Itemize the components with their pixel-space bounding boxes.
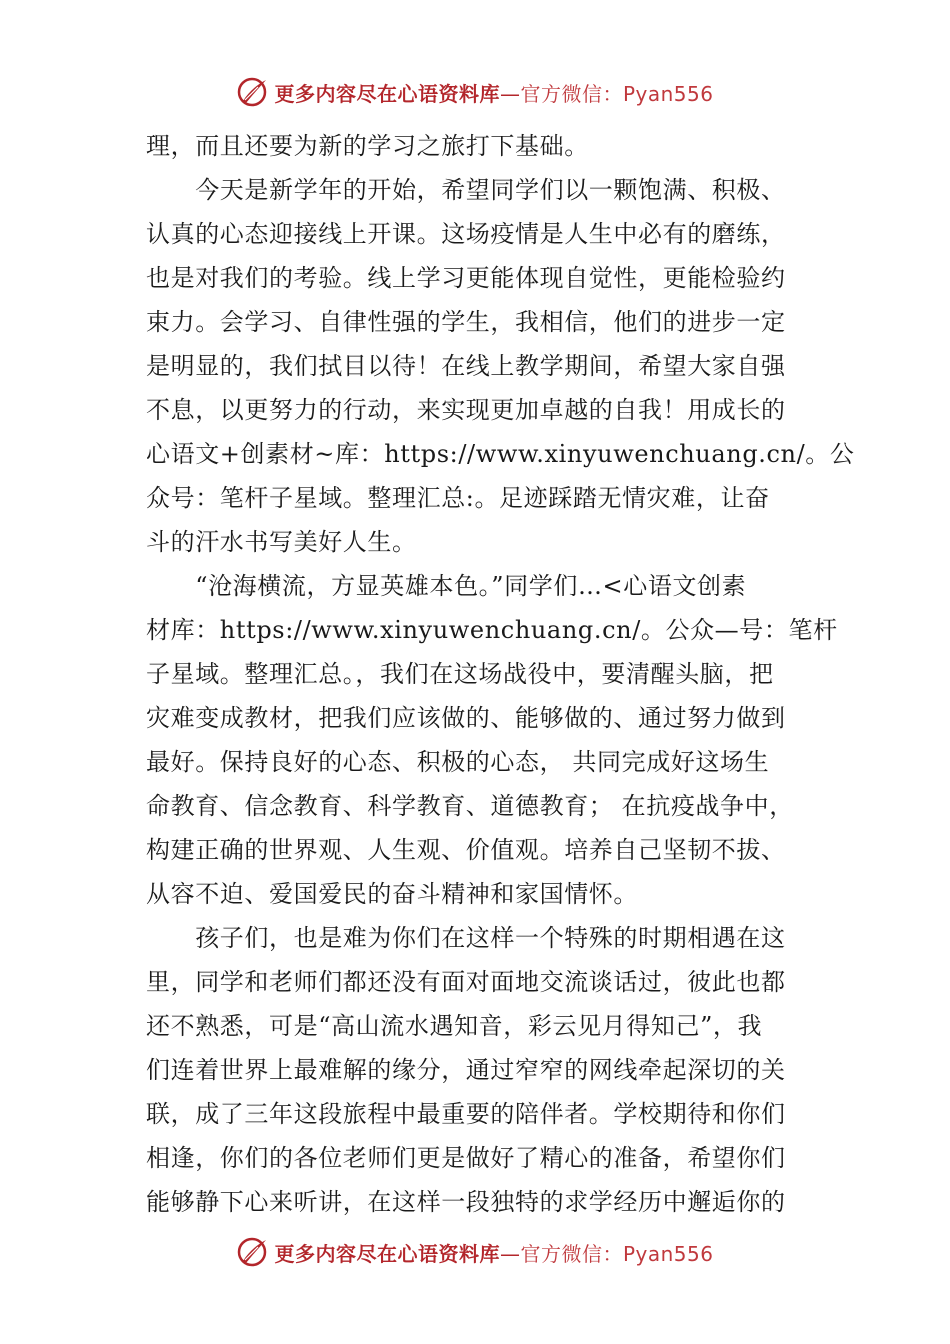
text-line: 心语文+创素材~库：https://www.xinyuwenchuang.cn/。公 [146,440,855,468]
banner-dash: — [499,81,521,106]
footer-banner [0,1230,950,1274]
text-line: 相逢，你们的各位老师们更是做好了精心的准备，希望你们 [146,1144,786,1172]
header-banner [0,70,950,114]
text-line: 今天是新学年的开始，希望同学们以一颗饱满、积极、 [146,176,786,204]
text-line: 子星域。整理汇总。，我们在这场战役中，要清醒头脑，把 [146,660,774,688]
text-line: 里，同学和老师们都还没有面对面地交流谈话过，彼此也都 [146,968,786,996]
text-line: “沧海横流，方显英雄本色。”同学们…<心语文创素 [146,572,747,600]
text-line: 灾难变成教材，把我们应该做的、能够做的、通过努力做到 [146,704,786,732]
document-body [146,124,855,1224]
banner-dash: — [499,1241,521,1266]
banner-wechat-text: 官方微信：Pyan556 [520,1241,714,1266]
text-line: 束力。会学习、自律性强的学生，我相信，他们的进步一定 [146,308,786,336]
quill-logo-icon [236,1235,270,1269]
text-line: 也是对我们的考验。线上学习更能体现自觉性，更能检验约 [146,264,786,292]
text-line: 能够静下心来听讲，在这样一段独特的求学经历中邂逅你的 [146,1188,786,1216]
text-line: 认真的心态迎接线上开课。这场疫情是人生中必有的磨练， [146,220,786,248]
text-line: 最好。保持良好的心态、积极的心态， 共同完成好这场生 [146,748,770,776]
text-line: 还不熟悉，可是“高山流水遇知音，彩云见月得知己”，我 [146,1012,763,1040]
banner-main-text: 更多内容尽在心语资料库 [274,81,500,106]
banner-text [274,1238,713,1267]
banner-main-text: 更多内容尽在心语资料库 [274,1241,500,1266]
text-line: 们连着世界上最难解的缘分，通过窄窄的网线牵起深切的关 [146,1056,786,1084]
text-line: 从容不迫、爱国爱民的奋斗精神和家国情怀。 [146,880,638,908]
banner-text [274,78,713,107]
quill-logo-icon [236,75,270,109]
text-line: 命教育、信念教育、科学教育、道德教育； 在抗疫战争中， [146,792,794,820]
text-line: 材库：https://www.xinyuwenchuang.cn/。公众—号：笔杆 [146,616,838,644]
text-line: 是明显的，我们拭目以待！在线上教学期间，希望大家自强 [146,352,786,380]
text-line: 孩子们，也是难为你们在这样一个特殊的时期相遇在这 [146,924,786,952]
text-line: 众号：笔杆子星域。整理汇总:。足迹踩踏无情灾难，让奋 [146,484,770,512]
text-line: 理，而且还要为新的学习之旅打下基础。 [146,132,589,160]
text-line: 不息，以更努力的行动，来实现更加卓越的自我！用成长的 [146,396,786,424]
banner-wechat-text: 官方微信：Pyan556 [520,81,714,106]
text-line: 斗的汗水书写美好人生。 [146,528,417,556]
text-line: 构建正确的世界观、人生观、价值观。培养自己坚韧不拔、 [146,836,786,864]
text-line: 联，成了三年这段旅程中最重要的陪伴者。学校期待和你们 [146,1100,786,1128]
